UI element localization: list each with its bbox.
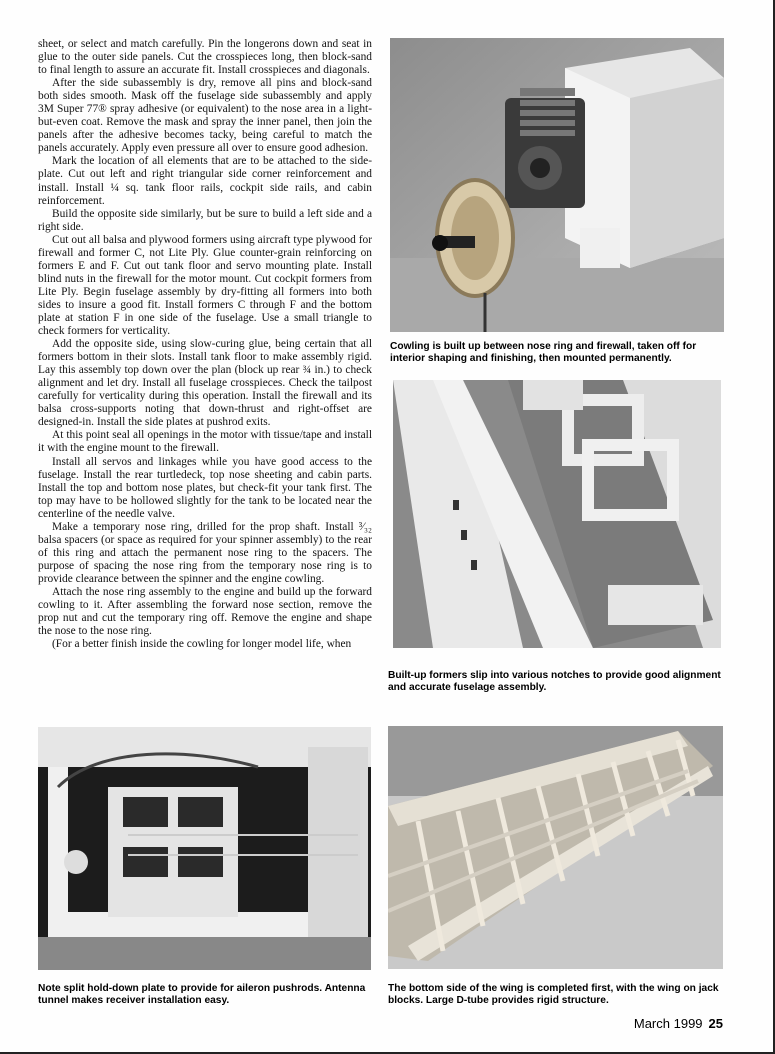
article-paragraph: Cut out all balsa and plywood formers using aircraft type plywood for firewall and former C, not Lite Ply. Glue counter-grain reinforcing on formers E and F. Cut out tank floor and servo mounting plate. Install blind nuts in the firewall for the motor mount. Cut cockpit formers from Lite Ply. Begin fuselage assembly by dry-fitting all formers into both sides to insure a good fit. Install formers C through F and the bottom plate at station F in one side of the fuselage. Use a small triangle to check formers for verticality.: [38, 233, 372, 338]
servos-photo: [38, 727, 371, 970]
article-paragraph: After the side subassembly is dry, remove all pins and block-sand both sides smooth. Mask off the fuselage side subassembly and apply 3M Super 77® spray adhesive (or equivalent) to the nose area in a light-but-even coat. Remove the mask and spray the inner panel, then join the panels after the adhesive becomes tacky, being careful to match the panels accurately. Apply even pressure all over to ensure good adhesion.: [38, 77, 372, 155]
page-number: 25: [708, 1016, 723, 1031]
article-paragraph: Make a temporary nose ring, drilled for the prop shaft. Install ³⁄₃₂ balsa spacers (or space as required for your spinner assembly) to the rear of this ring and attach the permanent nose ring to the spacers. The purpose of spacing the nose ring from the temporary nose ring is to provide clearance between the spinner and the engine cowling.: [38, 520, 372, 585]
article-paragraph: sheet, or select and match carefully. Pin the longerons down and seat in glue to the outer side panels. Cut the crosspieces long, then block-sand to final length to assure an accurate fit. Install crosspieces and diagonals.: [38, 38, 372, 77]
article-paragraph: (For a better finish inside the cowling for longer model life, when: [52, 638, 352, 651]
article-paragraph: Attach the nose ring assembly to the engine and build up the forward cowling to it. After assembling the forward nose section, remove the prop nut and cut the temporary ring off. Remove the engine and shape the nose to the nose ring.: [38, 585, 372, 638]
servos-photo-caption: Note split hold-down plate to provide for aileron pushrods. Antenna tunnel makes receiver installation easy.: [38, 983, 366, 1007]
issue-date: March 1999: [633, 1016, 703, 1031]
wing-photo: [388, 726, 723, 969]
engine-photo-caption: Cowling is built up between nose ring and firewall, taken off for interior shaping and finishing, then mounted permanently.: [390, 341, 697, 365]
article-paragraph: Add the opposite side, using slow-curing glue, being certain that all formers bottom in their slots. Install tank floor to make assembly rigid. Lay this assembly top down over the plan (block up rear ¾ in.) to check alignment and let dry. Install all fuselage crosspieces. Check the tailpost carefully for verticality during this operation. Install the firewall and its balsa cross-supports noting that down-thrust and right-offset are designed-in. Install the side plates at pushrod exits.: [38, 338, 372, 429]
article-paragraph: Build the opposite side similarly, but be sure to build a left side and a right side.: [38, 207, 372, 233]
servos-photo-art: [38, 727, 371, 970]
wing-photo-caption: The bottom side of the wing is completed first, with the wing on jack blocks. Large D-tube provides rigid structure.: [388, 983, 719, 1007]
formers-photo-art: [393, 380, 721, 648]
article-paragraph: Mark the location of all elements that are to be attached to the side-plate. Cut out left and right triangular side corner reinforcement and install. Install ¼ sq. tank floor rails, cockpit side rails, and cabin reinforcement.: [38, 155, 372, 207]
page-footer: [634, 1016, 723, 1031]
engine-photo-art: [390, 38, 724, 332]
article-paragraph: At this point seal all openings in the motor with tissue/tape and install it with the engine mount to the firewall.: [38, 429, 372, 455]
article-body: [38, 38, 372, 651]
engine-photo: [390, 38, 724, 332]
formers-photo: [393, 380, 721, 648]
formers-photo-caption: Built-up formers slip into various notches to provide good alignment and accurate fuselage assembly.: [388, 670, 721, 694]
wing-photo-art: [388, 726, 723, 969]
article-paragraph: Install all servos and linkages while you have good access to the fuselage. Install the rear turtledeck, top nose sheeting and cabin parts. Install the top and bottom nose plates, but check-fit your tank first. The top may have to be hollowed slightly for the tank to be located near the centerline of the needle valve.: [38, 455, 372, 520]
